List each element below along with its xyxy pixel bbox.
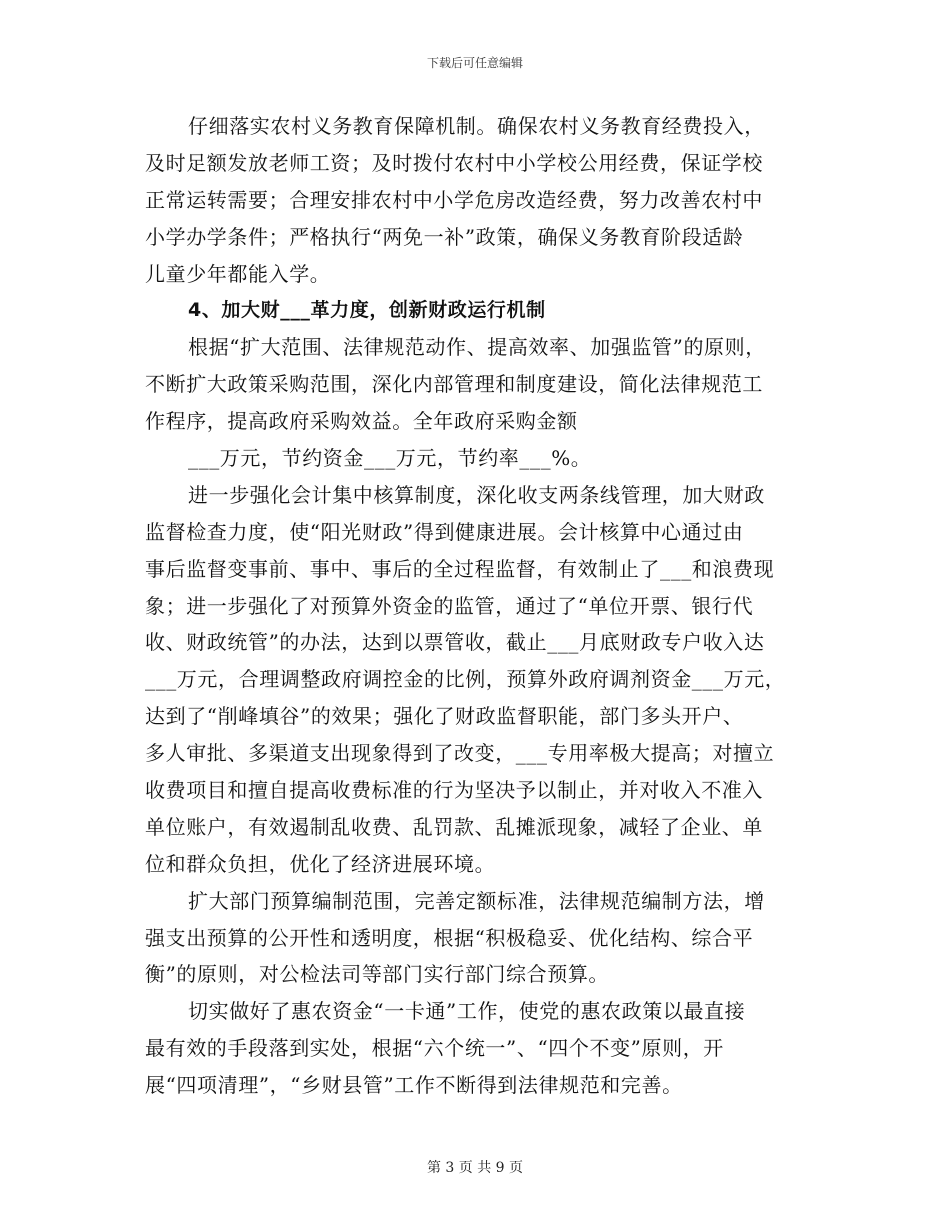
text-line: ___万元，合理调整政府调控金的比例，预算外政府调剂资金___万元， [145,667,786,692]
page-footer: 第 3 页 共 9 页 [426,1160,524,1176]
text-line: 象；进一步强化了对预算外资金的监管，通过了“单位开票、银行代 [145,593,754,618]
text-line: 作程序，提高政府采购效益。全年政府采购金额 [145,409,578,434]
text-line: 收费项目和擅自提高收费标准的行为坚决予以制止，并对收入不准入 [145,778,763,803]
text-line: 衡”的原则，对公检法司等部门实行部门综合预算。 [145,962,610,987]
text-line: 监督检查力度，使“阳光财政”得到健康进展。会计核算中心通过由 [145,519,744,544]
text-line: 根据“扩大范围、法律规范动作、提高效率、加强监管”的原则， [188,335,766,360]
text-line: 强支出预算的公开性和透明度，根据“积极稳妥、优化结构、综合平 [145,925,754,950]
text-line: 正常运转需要；合理安排农村中小学危房改造经费，努力改善农村中 [145,187,763,212]
document-body [145,108,810,1104]
text-line: 单位账户，有效遏制乱收费、乱罚款、乱摊派现象，减轻了企业、单 [145,814,763,839]
text-line: 不断扩大政策采购范围，深化内部管理和制度建设，简化法律规范工 [145,372,763,397]
text-line: 展“四项清理”，“乡财县管”工作不断得到法律规范和完善。 [145,1073,683,1098]
text-line: 仔细落实农村义务教育保障机制。确保农村义务教育经费投入， [188,114,765,138]
section-heading: 4、加大财___革力度，创新财政运行机制 [188,299,546,322]
text-line: 进一步强化会计集中核算制度，深化收支两条线管理，加大财政 [188,482,765,507]
text-line: ___万元，节约资金___万元，节约率___%。 [188,446,592,471]
text-line: 事后监督变事前、事中、事后的全过程监督，有效制止了___和浪费现 [145,556,775,581]
page-header: 下载后可任意编辑 [426,56,523,70]
text-line: 扩大部门预算编制范围，完善定额标准，法律规范编制方法，增 [188,888,765,913]
text-line: 及时足额发放老师工资；及时拨付农村中小学校公用经费，保证学校 [145,150,763,175]
text-line: 收、财政统管”的办法，达到以票管收，截止___月底财政专户收入达 [145,630,765,655]
text-line: 小学办学条件；严格执行“两免一补”政策，确保义务教育阶段适龄 [145,224,744,249]
text-line: 最有效的手段落到实处，根据“六个统一”、“四个不变”原则，开 [145,1036,724,1061]
text-line: 位和群众负担，优化了经济进展环境。 [145,851,496,876]
text-line: 切实做好了惠农资金“一卡通”工作，使党的惠农政策以最直接 [188,999,746,1024]
text-line: 达到了“削峰填谷”的效果；强化了财政监督职能，部门多头开户、 [145,704,744,729]
text-line: 多人审批、多渠道支出现象得到了改变，___专用率极大提高；对擅立 [145,741,775,766]
text-line: 儿童少年都能入学。 [145,261,331,286]
